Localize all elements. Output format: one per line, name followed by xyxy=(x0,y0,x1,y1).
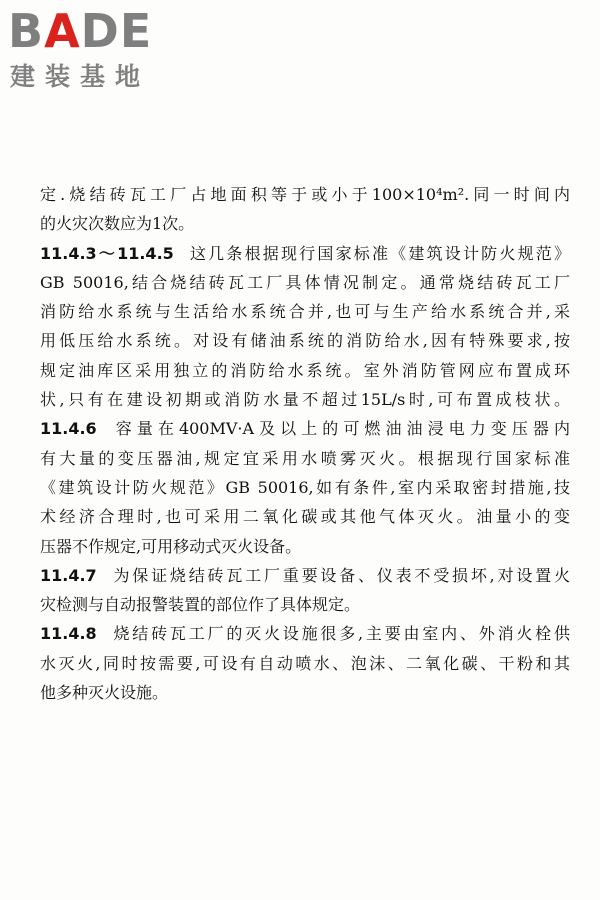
logo-letters-rest: DE xyxy=(80,4,153,58)
line-text: 定.烧结砖瓦工厂占地面积等于或小于100×10⁴m².同一时间内 xyxy=(40,185,570,204)
clause-line xyxy=(40,239,570,268)
line-text: 这几条根据现行国家标准《建筑设计防火规范》 xyxy=(187,243,570,263)
logo-letter-b: B xyxy=(8,4,45,58)
text-line xyxy=(40,678,570,707)
text-line xyxy=(40,473,570,502)
line-text: 灾检测与自动报警装置的部位作了具体规定。 xyxy=(40,595,361,615)
text-line xyxy=(40,385,570,414)
line-text: 为保证烧结砖瓦工厂重要设备、仪表不受损坏,对设置火 xyxy=(110,565,570,585)
line-text: 消防给水系统与生活给水系统合并,也可与生产给水系统合并,采 xyxy=(40,302,570,322)
text-line xyxy=(40,180,570,209)
text-line xyxy=(40,356,570,385)
text-line xyxy=(40,297,570,326)
text-line xyxy=(40,326,570,355)
line-text: GB 50016,结合烧结砖瓦工厂具体情况制定。通常烧结砖瓦工厂 xyxy=(40,272,570,292)
line-text: 术经济合理时,也可采用二氧化碳或其他气体灭火。油量小的变 xyxy=(40,507,570,527)
text-line xyxy=(40,209,570,238)
line-text: 规定油库区采用独立的消防给水系统。室外消防管网应布置成环 xyxy=(40,360,570,380)
text-line xyxy=(40,502,570,531)
clause-number: 11.4.7 xyxy=(40,565,97,585)
logo-letter-a-accent: A xyxy=(44,4,81,58)
clause-number: 11.4.3～11.4.5 xyxy=(40,243,174,263)
text-line xyxy=(40,444,570,473)
line-text: 状,只有在建设初期或消防水量不超过15L/s时,可布置成枝状。 xyxy=(40,390,570,410)
line-text: 压器不作规定,可用移动式灭火设备。 xyxy=(40,536,302,556)
bade-logo xyxy=(8,6,178,98)
line-text: 有大量的变压器油,规定宜采用水喷雾灭火。根据现行国家标准 xyxy=(40,448,570,468)
clause-line xyxy=(40,619,570,648)
text-line xyxy=(40,268,570,297)
line-text: 容量在400MV·A及以上的可燃油油浸电力变压器内 xyxy=(110,419,570,439)
logo-wordmark xyxy=(8,6,152,56)
line-text: 用低压给水系统。对设有储油系统的消防给水,因有特殊要求,按 xyxy=(40,331,570,351)
clause-number: 11.4.8 xyxy=(40,624,97,644)
line-text: 的火灾次数应为1次。 xyxy=(40,214,195,234)
line-text: 《建筑设计防火规范》GB 50016,如有条件,室内采取密封措施,技 xyxy=(40,477,570,497)
text-line xyxy=(40,532,570,561)
line-text: 水灭火,同时按需要,可设有自动喷水、泡沫、二氧化碳、干粉和其 xyxy=(40,653,570,673)
clause-line xyxy=(40,414,570,443)
text-line xyxy=(40,649,570,678)
line-text: 他多种灭火设施。 xyxy=(40,683,169,703)
clause-number: 11.4.6 xyxy=(40,419,97,439)
clause-line xyxy=(40,561,570,590)
text-line xyxy=(40,590,570,619)
line-text: 烧结砖瓦工厂的灭火设施很多,主要由室内、外消火栓供 xyxy=(110,624,570,644)
logo-subtitle: 建装基地 xyxy=(10,62,151,91)
document-body xyxy=(40,180,570,707)
